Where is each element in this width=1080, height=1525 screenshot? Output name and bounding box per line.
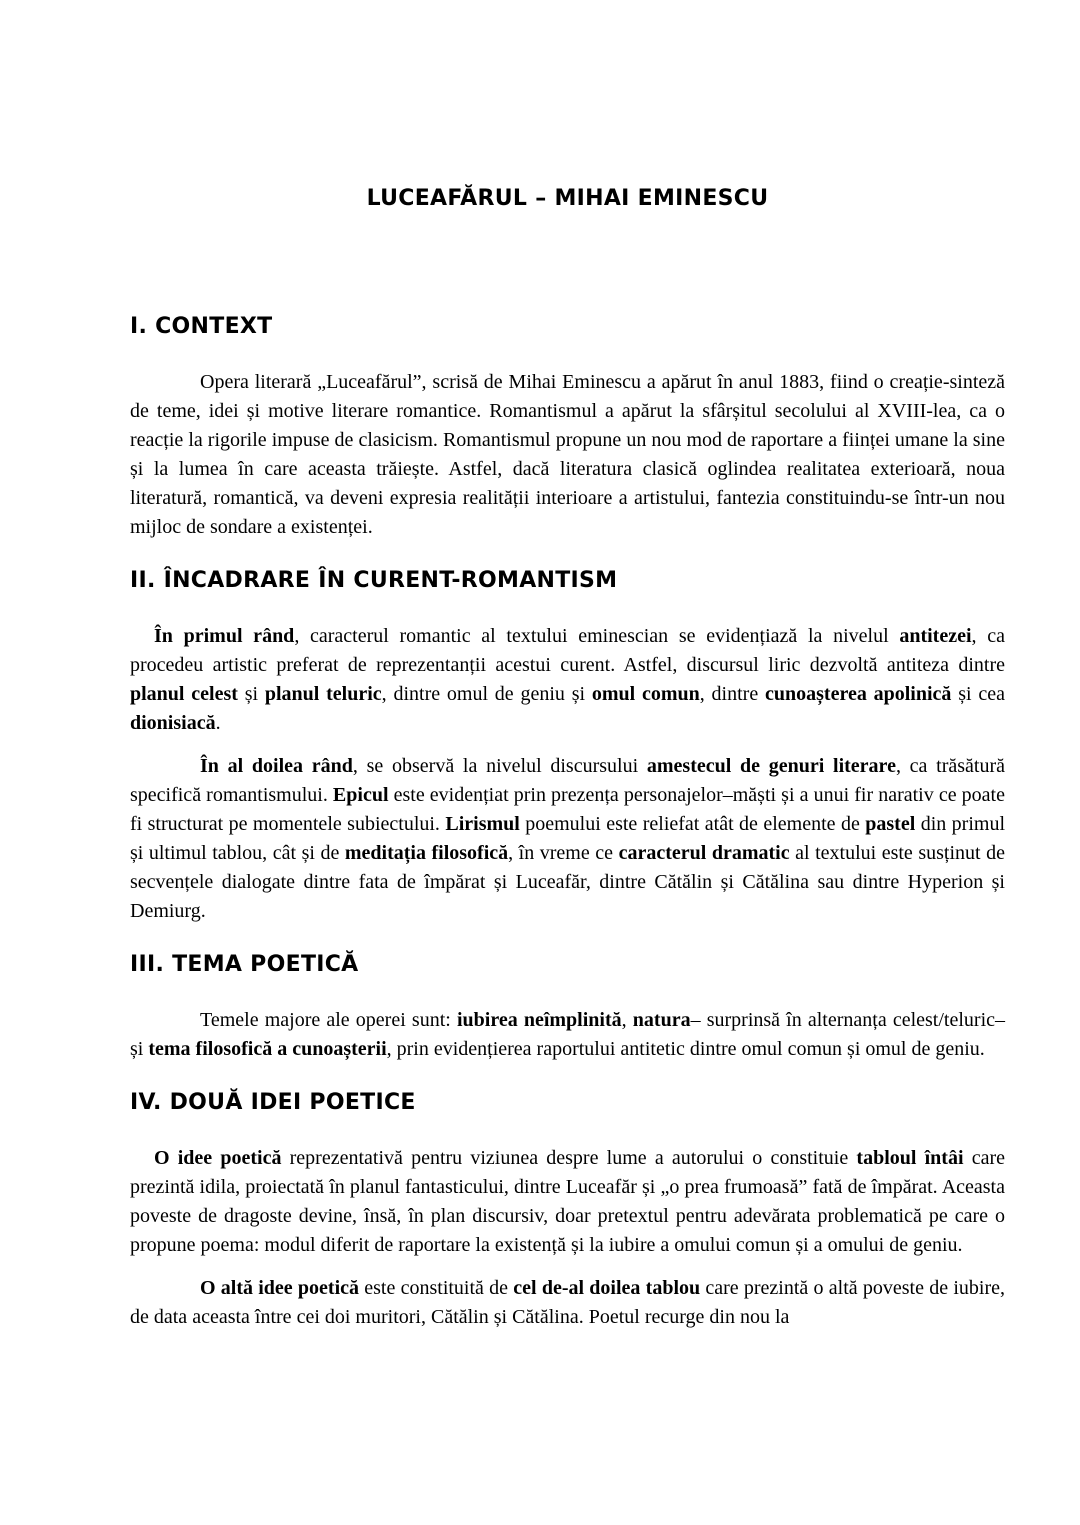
paragraph-context: Opera literară „Luceafărul”, scrisă de Mihai Eminescu a apărut în anul 1883, fiind o creație-sinteză de teme, idei și motive literare romantice. Romantismul a apărut la sfârșitul secolului al XVIII-lea, ca o reacție la rigorile impuse de clasicism. Romantismul propune un nou mod de raportare a ființei umane la sine și la lumea în care aceasta trăiește. Astfel, dacă literatura clasică oglindea realitatea exterioară, noua literatură, romantică, va deveni expresia realității interioare a artistului, fantezia constituindu-se într-un nou mijloc de sondare a existenței. <box>130 371 1005 538</box>
paragraph-incadrare-2: În al doilea rând, se observă la nivelul discursului amestecul de genuri literare, ca trăsătură specifică romantismului. Epicul este evidențiat prin prezența personajelor–măști și a unui fir narativ ce poate fi structurat pe momentele subiectului. Lirismul poemului este reliefat atât de elemente de pastel din primul și ultimul tablou, cât și de meditația filosofică, în vreme ce caracterul dramatic al textului este susținut de secvențele dialogate dintre fata de împărat și Luceafăr, dintre Cătălin și Cătălina sau dintre Hyperion și Demiurg. <box>130 755 1006 922</box>
paragraph-tema-poetica: Temele majore ale operei sunt: iubirea neîmplinită, natura– surprinsă în alternanța celest/teluric– și tema filosofică a cunoașterii, prin evidențierea raportului antitetic dintre omul comun și omul de geniu. <box>130 1009 1006 1060</box>
section-heading-incadrare-curent: II. ÎNCADRARE ÎN CURENT-ROMANTISM <box>130 568 618 593</box>
section-heading-doua-idei-poetice: IV. DOUĂ IDEI POETICE <box>130 1090 416 1115</box>
section-heading-tema-poetica: III. TEMA POETICĂ <box>130 952 359 977</box>
section-heading-context: I. CONTEXT <box>130 314 273 339</box>
paragraph-idee-poetica-2: O altă idee poetică este constituită de cel de-al doilea tablou care prezintă o altă poveste de iubire, de data aceasta între cei doi muritori, Cătălin și Cătălina. Poetul recurge din nou la <box>130 1277 1005 1328</box>
document-title: LUCEAFĂRUL – MIHAI EMINESCU <box>366 186 769 211</box>
paragraph-idee-poetica-1: O idee poetică reprezentativă pentru viziunea despre lume a autorului o constituie tabloul întâi care prezintă idila, proiectată în planul fantasticului, dintre Luceafăr și „o prea frumoasă” fată de împărat. Aceasta poveste de dragoste devine, însă, în plan discursiv, doar pretextul pentru adevărata problematică pe care o propune poema: modul diferit de raportare la existență și la iubire a omului comun și a omului de geniu. <box>130 1147 1006 1256</box>
paragraph-incadrare-1: În primul rând, caracterul romantic al textului eminescian se evidențiază la nivelul antitezei, ca procedeu artistic preferat de reprezentanții acestui curent. Astfel, discursul liric dezvoltă antiteza dintre planul celest și planul teluric, dintre omul de geniu și omul comun, dintre cunoașterea apolinică și cea dionisiacă. <box>130 625 1005 734</box>
